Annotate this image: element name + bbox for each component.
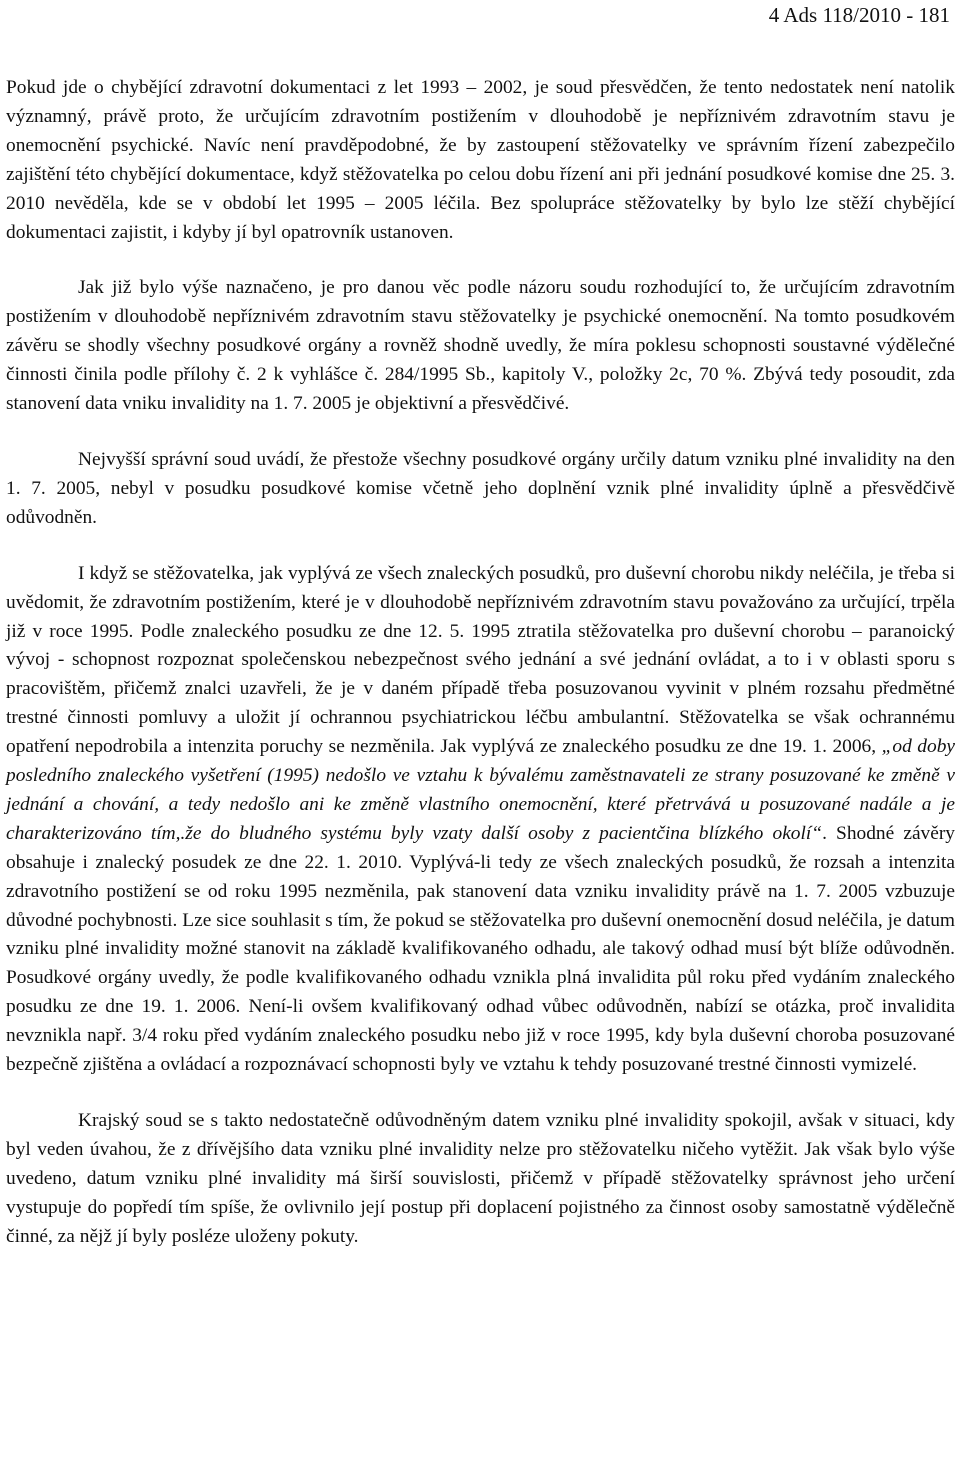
case-number-header: 4 Ads 118/2010 - 181 [768, 3, 950, 27]
paragraph-expert-opinions [6, 560, 955, 1080]
expert-opinion-quote: „od doby posledního znaleckého vyšetření (1995) nedošlo ve vztahu k bývalému zaměstnavateli ze strany posuzované ke změně v jednání a chování, a tedy nedošlo ani ke změně vlastního onemocnění, které přetrvává u posuzované nadále a je charakterizováno tím,.že do bludného systému byly vzaty další osoby z pacientčina blízkého okolí“ [6, 736, 955, 844]
paragraph-expert-opinions-text: I když se stěžovatelka, jak vyplývá ze všech znaleckých posudků, pro duševní chorobu nikdy neléčila, je třeba si uvědomit, že zdravotním postižením, které je v dlouhodobě nepříznivém zdravotním stavu považováno za určující, trpěla již v roce 1995. Podle znaleckého posudku ze dne 12. 5. 1995 ztratila stěžovatelka pro duševní chorobu – paranoický vývoj - schopnost rozpoznat společenskou nebezpečnost svého jednání a své jednání ovládat, a to i v oblasti sporu s pracovištěm, přičemž znalci uzavřeli, že je v daném případě třeba posuzovanou vyvinit v plném rozsahu předmětné trestné činnosti pomluvy a uložit jí ochrannou psychiatrickou léčbu ambulantní. Stěžovatelka se však ochrannému opatření nepodrobila a intenzita poruchy se nezměnila. Jak vyplývá ze znaleckého posudku ze dne 19. 1. 2006, [6, 562, 955, 758]
document-body [6, 74, 955, 1252]
paragraph-determining-disability: Jak již bylo výše naznačeno, je pro danou věc podle názoru soudu rozhodující to, že určujícím zdravotním postižením v dlouhodobě nepříznivém zdravotním stavu stěžovatelky je psychické onemocnění. Na tomto posudkovém závěru se shodly všechny posudkové orgány a rovněž shodně uvedly, že míra poklesu schopnosti soustavné výdělečné činnosti činila podle přílohy č. 2 k vyhlášce č. 284/1995 Sb., kapitoly V., položky 2c, 70 %. Zbývá tedy posoudit, zda stanovení data vniku invalidity na 1. 7. 2005 je objektivní a přesvědčivé. [6, 277, 955, 415]
paragraph-expert-opinions-continuation: . Shodné závěry obsahuje i znalecký posudek ze dne 22. 1. 2010. Vyplývá-li tedy ze všech znaleckých posudků, že rozsah a intenzita zdravotního postižení se od roku 1995 nezměnila, pak stanovení data vzniku invalidity právě na 1. 7. 2005 vzbuzuje důvodné pochybnosti. Lze sice souhlasit s tím, že pokud se stěžovatelka pro duševní onemocnění dosud neléčila, je datum vzniku plné invalidity možné stanovit na základě kvalifikovaného odhadu, ale takový odhad musí být blíže odůvodněn. Posudkové orgány uvedly, že podle kvalifikovaného odhadu vznikla plná invalidita půl roku před vydáním znaleckého posudku ze dne 19. 1. 2006. Není-li ovšem kvalifikovaný odhad vůbec odůvodněn, nabízí se otázka, proč invalidita nevznikla např. 3/4 roku před vydáním znaleckého posudku nebo již v roce 1995, kdy byla duševní choroba posuzované bezpečně zjištěna a ovládací a rozpoznávací schopnosti byly ve vztahu k tehdy posuzované trestné činnosti vymizelé. [6, 822, 956, 1076]
paragraph-court-statement: Nejvyšší správní soud uvádí, že přestože všechny posudkové orgány určily datum vzniku plné invalidity na den 1. 7. 2005, nebyl v posudku posudkové komise včetně jeho doplnění vznik plné invalidity úplně a přesvědčivě odůvodněn. [6, 448, 955, 528]
paragraph-missing-documentation: Pokud jde o chybějící zdravotní dokumentaci z let 1993 – 2002, je soud přesvědčen, že tento nedostatek není natolik významný, právě proto, že určujícím zdravotním postižením v dlouhodobě je nepříznivém zdravotním stavu je onemocnění psychické. Navíc není pravděpodobné, že by zastoupení stěžovatelky ve správním řízení zabezpečilo zajištění této chybějící dokumentace, když stěžovatelka po celou dobu řízení ani při jednání posudkové komise dne 25. 3. 2010 nevěděla, kde se v období let 1995 – 2005 léčila. Bez spolupráce stěžovatelky by bylo lze stěží chybějící dokumentaci zajistit, i kdyby jí byl opatrovník ustanoven. [6, 77, 955, 243]
paragraph-regional-court: Krajský soud se s takto nedostatečně odůvodněným datem vzniku plné invalidity spokojil, avšak v situaci, kdy byl veden úvahou, že z dřívějšího data vzniku plné invalidity nelze pro stěžovatelku ničeho vytěžit. Jak však bylo výše uvedeno, datum vzniku plné invalidity má širší souvislosti, přičemž v případě stěžovatelky správnost jeho určení vystupuje do popředí tím spíše, že ovlivnilo její postup při doplacení pojistného za činnost osoby samostatně výdělečně činné, za nějž jí byly posléze uloženy pokuty. [6, 1110, 955, 1247]
